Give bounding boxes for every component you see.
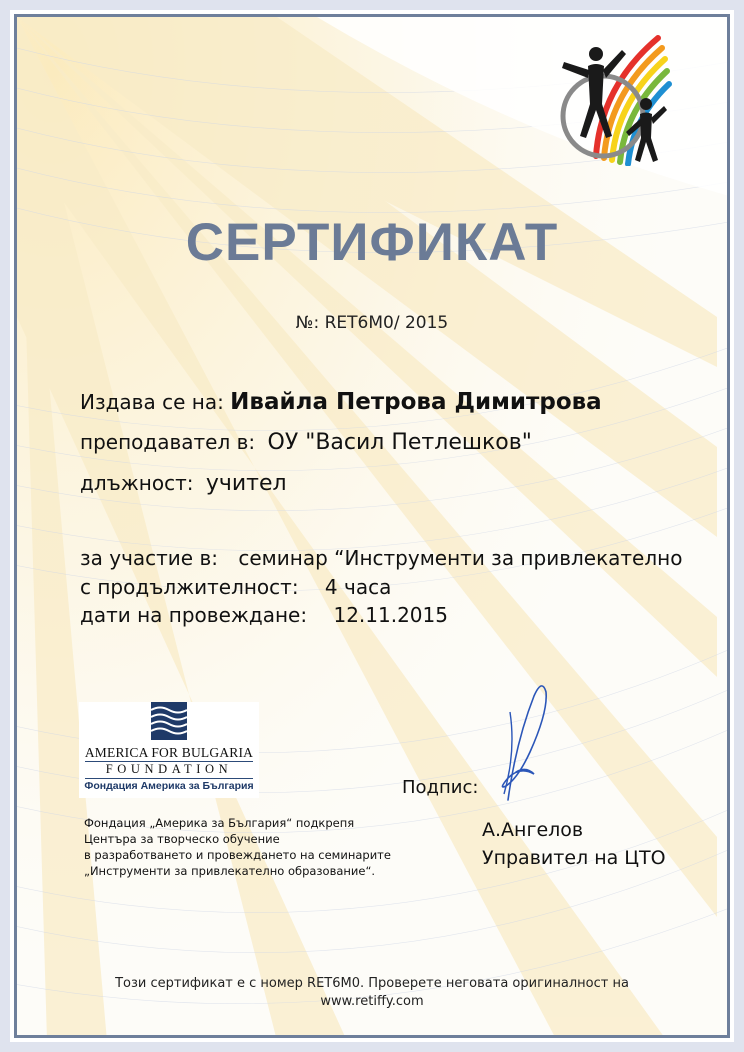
people-rainbow-logo-icon [556, 26, 676, 166]
verification-url[interactable]: www.retiffy.com [320, 994, 424, 1009]
position-label: длъжност: [80, 471, 194, 495]
issued-to-label: Издава се на: [80, 390, 224, 414]
participation-label: за участие в: [80, 546, 218, 570]
certificate-number: №: RET6M0/ 2015 [295, 313, 449, 333]
signatory-name: А.Ангелов [482, 819, 584, 841]
position-row [80, 471, 287, 496]
signatory-role: Управител на ЦТО [482, 847, 666, 869]
certificate-title: СЕРТИФИКАТ [185, 213, 559, 272]
teacher-at-row [80, 430, 532, 455]
verification-line: Този сертификат е с номер RET6M0. Проверете неговата оригиналност на [115, 976, 629, 991]
dates-label: дати на провеждане: [80, 603, 308, 627]
participation-value: семинар “Инструменти за привлекателно [238, 546, 683, 570]
dates-value: 12.11.2015 [333, 603, 448, 627]
dates-row [80, 603, 448, 627]
afb-name-text: AMERICA FOR BULGARIA [84, 745, 254, 760]
foundation-note-line: в разработването и провеждането на семинарите [84, 848, 391, 862]
handwritten-signature [486, 682, 556, 807]
duration-value: 4 часа [324, 575, 392, 599]
participation-row [80, 546, 682, 570]
afb-divider-bottom [85, 778, 253, 779]
america-for-bulgaria-logo [79, 702, 259, 798]
signatory [482, 816, 666, 872]
recipient-name: Ивайла Петрова Димитрова [230, 389, 602, 415]
duration-label: с продължителност: [80, 575, 299, 599]
afb-foundation-text: FOUNDATION [105, 762, 233, 776]
background-rays [17, 17, 730, 1038]
signature-label: Подпис: [402, 777, 479, 798]
duration-row [80, 575, 391, 599]
teacher-at-label: преподавател в: [80, 430, 256, 454]
afb-emblem-icon [151, 702, 187, 740]
issued-to-row [80, 389, 602, 415]
certificate-inner-frame [14, 14, 730, 1038]
foundation-note-line: „Инструменти за привлекателно образование“. [84, 864, 376, 878]
foundation-note-line: Центъра за творческо обучение [84, 832, 280, 846]
position-value: учител [205, 471, 287, 496]
foundation-note [84, 815, 391, 879]
school-name: ОУ "Васил Петлешков" [267, 430, 532, 455]
foundation-note-line: Фондация „Америка за България“ подкрепя [84, 816, 355, 830]
afb-bulgarian-name: Фондация Америка за България [84, 780, 254, 792]
